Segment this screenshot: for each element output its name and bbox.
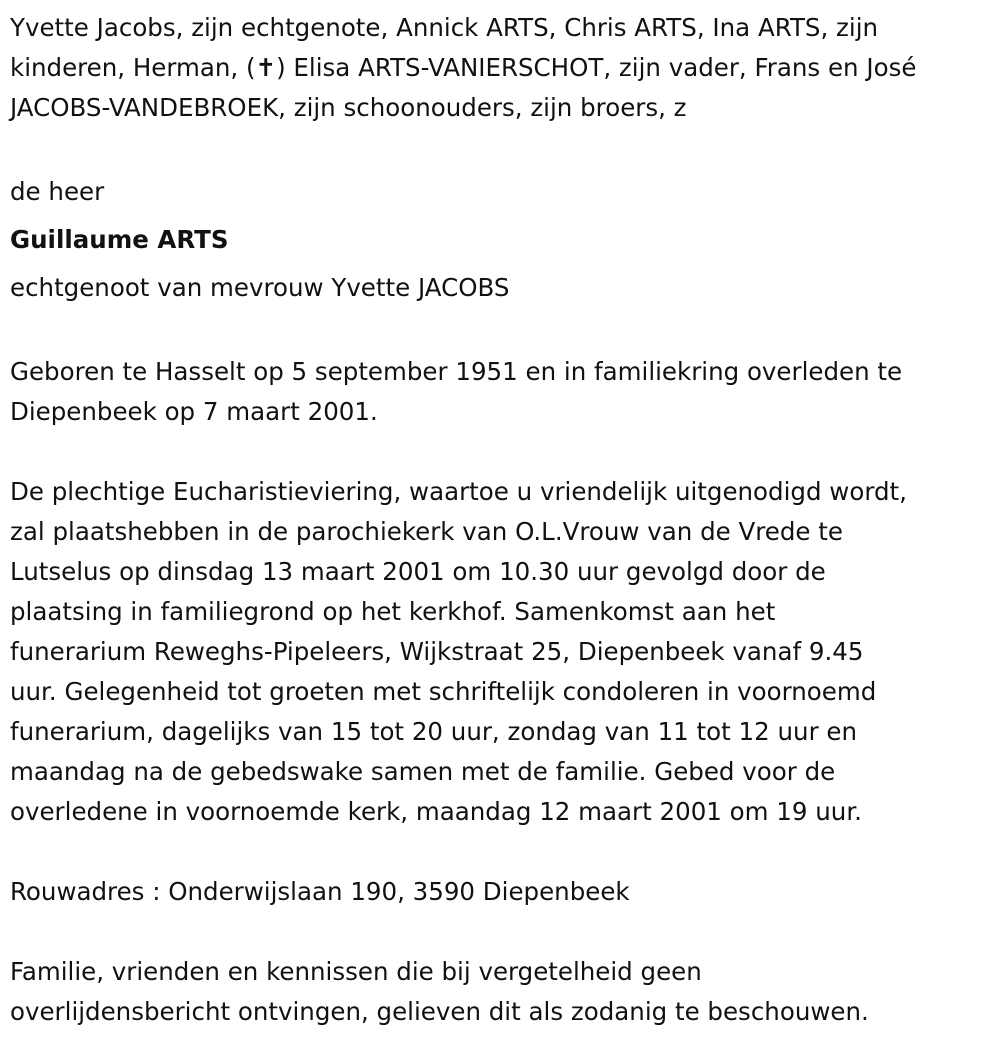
birth-death-paragraph <box>10 352 995 432</box>
spacer <box>10 312 995 352</box>
ceremony-line: plaatsing in familiegrond op het kerkhof. Samenkomst aan het <box>10 597 776 626</box>
closing-line: overlijdensbericht ontvingen, gelieven dit als zodanig te beschouwen. <box>10 997 869 1026</box>
deceased-block <box>10 168 995 312</box>
address-paragraph <box>10 872 995 912</box>
closing-paragraph <box>10 952 995 1032</box>
ceremony-line: funerarium, dagelijks van 15 tot 20 uur, zondag van 11 tot 12 uur en <box>10 717 858 746</box>
ceremony-line: uur. Gelegenheid tot groeten met schriftelijk condoleren in voornoemd <box>10 677 877 706</box>
honorific: de heer <box>10 177 105 206</box>
ceremony-line: zal plaatshebben in de parochiekerk van O.L.Vrouw van de Vrede te <box>10 517 843 546</box>
ceremony-line: maandag na de gebedswake samen met de familie. Gebed voor de <box>10 757 836 786</box>
ceremony-paragraph <box>10 472 995 832</box>
obituary-document <box>10 8 995 1032</box>
intro-paragraph <box>10 8 995 128</box>
spacer <box>10 128 995 168</box>
spacer <box>10 832 995 872</box>
closing-line: Familie, vrienden en kennissen die bij vergetelheid geen <box>10 957 702 986</box>
birth-death-line: Diepenbeek op 7 maart 2001. <box>10 397 378 426</box>
spacer <box>10 912 995 952</box>
birth-death-line: Geboren te Hasselt op 5 september 1951 en in familiekring overleden te <box>10 357 903 386</box>
ceremony-line: overledene in voornoemde kerk, maandag 12 maart 2001 om 19 uur. <box>10 797 862 826</box>
ceremony-line: Lutselus op dinsdag 13 maart 2001 om 10.30 uur gevolgd door de <box>10 557 826 586</box>
ceremony-line: De plechtige Eucharistieviering, waartoe u vriendelijk uitgenodigd wordt, <box>10 477 907 506</box>
spouse-line: echtgenoot van mevrouw Yvette JACOBS <box>10 273 510 302</box>
intro-line: kinderen, Herman, (✝) Elisa ARTS-VANIERSCHOT, zijn vader, Frans en José <box>10 53 917 82</box>
ceremony-line: funerarium Reweghs-Pipeleers, Wijkstraat 25, Diepenbeek vanaf 9.45 <box>10 637 864 666</box>
spacer <box>10 432 995 472</box>
mourning-address: Rouwadres : Onderwijslaan 190, 3590 Diepenbeek <box>10 877 630 906</box>
deceased-name: Guillaume ARTS <box>10 225 229 254</box>
intro-line: Yvette Jacobs, zijn echtgenote, Annick ARTS, Chris ARTS, Ina ARTS, zijn <box>10 13 879 42</box>
intro-line: JACOBS-VANDEBROEK, zijn schoonouders, zijn broers, z <box>10 93 687 122</box>
